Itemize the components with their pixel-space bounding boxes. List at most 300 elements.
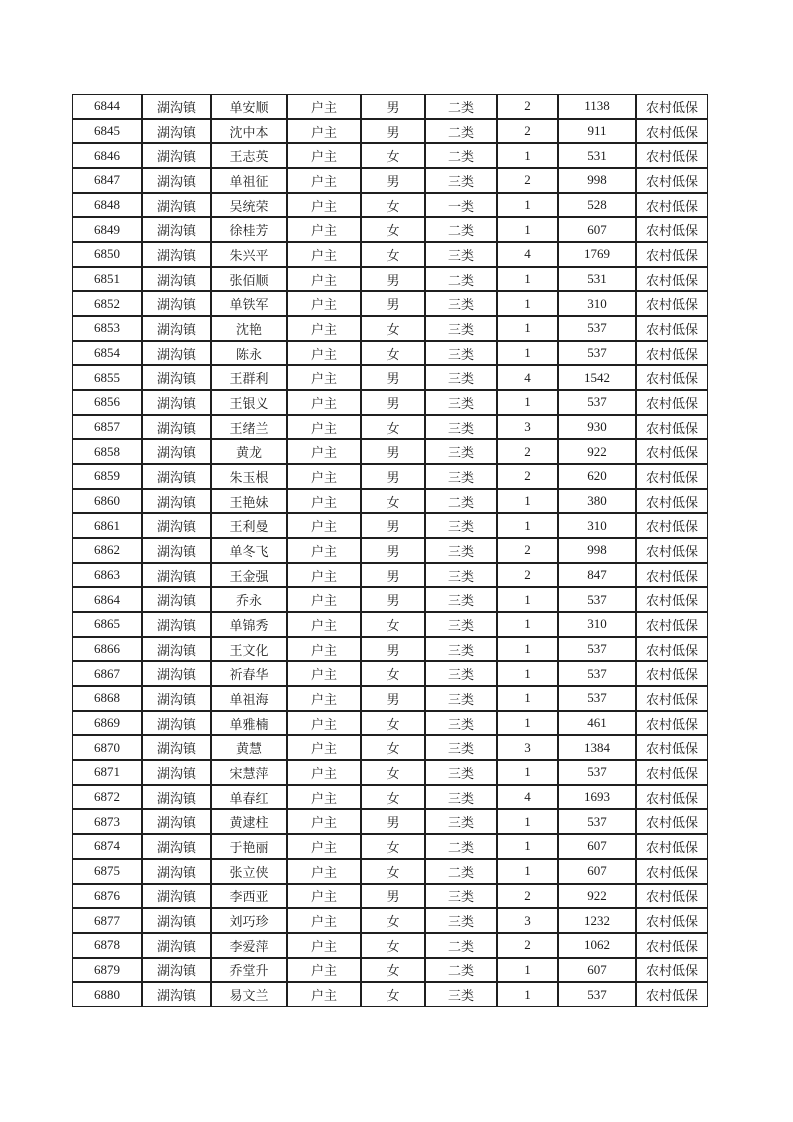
table-cell: 湖沟镇 (142, 489, 211, 514)
table-cell: 531 (558, 143, 636, 168)
table-cell: 湖沟镇 (142, 193, 211, 218)
table-cell: 湖沟镇 (142, 341, 211, 366)
table-row (72, 390, 708, 415)
table-cell: 单锦秀 (211, 612, 287, 637)
table-cell: 女 (361, 217, 425, 242)
table-cell: 湖沟镇 (142, 94, 211, 119)
table-cell: 湖沟镇 (142, 587, 211, 612)
table-cell: 三类 (425, 365, 497, 390)
table-cell: 1 (497, 390, 558, 415)
table-cell: 王文化 (211, 637, 287, 662)
table-cell: 农村低保 (636, 316, 708, 341)
table-cell: 三类 (425, 168, 497, 193)
table-cell: 男 (361, 587, 425, 612)
table-cell: 998 (558, 168, 636, 193)
table-cell: 二类 (425, 267, 497, 292)
table-cell: 沈艳 (211, 316, 287, 341)
table-cell: 女 (361, 958, 425, 983)
table-cell: 农村低保 (636, 958, 708, 983)
table-cell: 1 (497, 143, 558, 168)
table-cell: 537 (558, 587, 636, 612)
table-cell: 6869 (72, 711, 142, 736)
table-cell: 单铁军 (211, 291, 287, 316)
table-cell: 6852 (72, 291, 142, 316)
table-cell: 6877 (72, 908, 142, 933)
table-cell: 6854 (72, 341, 142, 366)
table-cell: 6864 (72, 587, 142, 612)
table-cell: 农村低保 (636, 242, 708, 267)
table-cell: 湖沟镇 (142, 735, 211, 760)
table-cell: 农村低保 (636, 217, 708, 242)
table-cell: 男 (361, 365, 425, 390)
table-cell: 537 (558, 661, 636, 686)
table-cell: 湖沟镇 (142, 143, 211, 168)
table-cell: 1384 (558, 735, 636, 760)
table-cell: 二类 (425, 143, 497, 168)
table-cell: 农村低保 (636, 785, 708, 810)
table-cell: 1062 (558, 933, 636, 958)
table-cell: 1542 (558, 365, 636, 390)
table-cell: 黄龙 (211, 439, 287, 464)
table-cell: 湖沟镇 (142, 365, 211, 390)
table-cell: 农村低保 (636, 933, 708, 958)
table-cell: 女 (361, 661, 425, 686)
table-cell: 户主 (287, 933, 361, 958)
table-cell: 1769 (558, 242, 636, 267)
table-cell: 农村低保 (636, 760, 708, 785)
table-cell: 三类 (425, 513, 497, 538)
table-cell: 户主 (287, 415, 361, 440)
table-cell: 湖沟镇 (142, 884, 211, 909)
table-cell: 1 (497, 217, 558, 242)
table-cell: 男 (361, 513, 425, 538)
table-cell: 张佰顺 (211, 267, 287, 292)
table-cell: 户主 (287, 513, 361, 538)
table-cell: 6863 (72, 563, 142, 588)
table-row (72, 686, 708, 711)
table-cell: 黄逮柱 (211, 809, 287, 834)
table-cell: 农村低保 (636, 168, 708, 193)
table-cell: 6845 (72, 119, 142, 144)
table-cell: 三类 (425, 686, 497, 711)
table-cell: 单雅楠 (211, 711, 287, 736)
table-cell: 女 (361, 735, 425, 760)
table-row (72, 143, 708, 168)
table-cell: 徐桂芳 (211, 217, 287, 242)
table-cell: 湖沟镇 (142, 908, 211, 933)
table-cell: 1 (497, 193, 558, 218)
table-cell: 农村低保 (636, 365, 708, 390)
table-cell: 户主 (287, 464, 361, 489)
table-cell: 6878 (72, 933, 142, 958)
table-cell: 三类 (425, 908, 497, 933)
table-cell: 三类 (425, 538, 497, 563)
table-cell: 537 (558, 982, 636, 1007)
table-row (72, 760, 708, 785)
welfare-records-table (72, 94, 708, 1007)
table-cell: 农村低保 (636, 94, 708, 119)
table-cell: 6873 (72, 809, 142, 834)
table-cell: 宋慧萍 (211, 760, 287, 785)
table-cell: 户主 (287, 735, 361, 760)
table-cell: 王绪兰 (211, 415, 287, 440)
table-cell: 6853 (72, 316, 142, 341)
table-cell: 6867 (72, 661, 142, 686)
table-cell: 537 (558, 760, 636, 785)
table-cell: 农村低保 (636, 908, 708, 933)
table-cell: 1138 (558, 94, 636, 119)
table-cell: 农村低保 (636, 193, 708, 218)
table-cell: 湖沟镇 (142, 415, 211, 440)
table-row (72, 415, 708, 440)
table-cell: 农村低保 (636, 661, 708, 686)
table-cell: 三类 (425, 760, 497, 785)
table-cell: 1 (497, 982, 558, 1007)
table-row (72, 637, 708, 662)
table-cell: 湖沟镇 (142, 168, 211, 193)
table-cell: 3 (497, 735, 558, 760)
table-cell: 二类 (425, 958, 497, 983)
table-cell: 农村低保 (636, 735, 708, 760)
table-cell: 朱兴平 (211, 242, 287, 267)
table-cell: 湖沟镇 (142, 834, 211, 859)
table-cell: 户主 (287, 267, 361, 292)
table-cell: 女 (361, 834, 425, 859)
table-cell: 女 (361, 982, 425, 1007)
table-cell: 农村低保 (636, 415, 708, 440)
table-cell: 女 (361, 785, 425, 810)
table-cell: 1 (497, 316, 558, 341)
table-cell: 911 (558, 119, 636, 144)
table-cell: 户主 (287, 760, 361, 785)
table-cell: 1 (497, 513, 558, 538)
table-cell: 湖沟镇 (142, 316, 211, 341)
table-cell: 2 (497, 563, 558, 588)
table-cell: 女 (361, 489, 425, 514)
table-cell: 6849 (72, 217, 142, 242)
table-cell: 537 (558, 686, 636, 711)
table-row (72, 365, 708, 390)
table-cell: 537 (558, 809, 636, 834)
table-cell: 湖沟镇 (142, 538, 211, 563)
table-row (72, 612, 708, 637)
table-cell: 922 (558, 439, 636, 464)
table-cell: 1 (497, 612, 558, 637)
table-row (72, 859, 708, 884)
table-cell: 2 (497, 94, 558, 119)
table-cell: 537 (558, 637, 636, 662)
table-cell: 847 (558, 563, 636, 588)
table-cell: 男 (361, 563, 425, 588)
table-cell: 户主 (287, 711, 361, 736)
table-cell: 刘巧珍 (211, 908, 287, 933)
table-cell: 户主 (287, 316, 361, 341)
table-cell: 湖沟镇 (142, 119, 211, 144)
table-cell: 三类 (425, 587, 497, 612)
table-cell: 1 (497, 587, 558, 612)
table-row (72, 661, 708, 686)
table-cell: 310 (558, 513, 636, 538)
table-cell: 单祖海 (211, 686, 287, 711)
table-cell: 6848 (72, 193, 142, 218)
table-cell: 户主 (287, 612, 361, 637)
table-cell: 户主 (287, 217, 361, 242)
table-row (72, 908, 708, 933)
table-cell: 乔永 (211, 587, 287, 612)
table-cell: 537 (558, 341, 636, 366)
table-cell: 1232 (558, 908, 636, 933)
table-cell: 6876 (72, 884, 142, 909)
table-row (72, 341, 708, 366)
table-cell: 6855 (72, 365, 142, 390)
table-cell: 三类 (425, 785, 497, 810)
table-cell: 户主 (287, 94, 361, 119)
table-cell: 二类 (425, 834, 497, 859)
table-row (72, 489, 708, 514)
table-cell: 三类 (425, 291, 497, 316)
table-cell: 户主 (287, 859, 361, 884)
table-cell: 湖沟镇 (142, 982, 211, 1007)
table-cell: 农村低保 (636, 341, 708, 366)
table-cell: 王利曼 (211, 513, 287, 538)
table-cell: 三类 (425, 316, 497, 341)
table-cell: 户主 (287, 390, 361, 415)
table-cell: 单安顺 (211, 94, 287, 119)
table-cell: 三类 (425, 809, 497, 834)
table-cell: 4 (497, 365, 558, 390)
table-cell: 户主 (287, 982, 361, 1007)
table-cell: 农村低保 (636, 143, 708, 168)
table-cell: 6866 (72, 637, 142, 662)
table-cell: 6844 (72, 94, 142, 119)
table-row (72, 958, 708, 983)
table-cell: 户主 (287, 563, 361, 588)
table-cell: 户主 (287, 809, 361, 834)
table-cell: 农村低保 (636, 834, 708, 859)
table-cell: 王艳妹 (211, 489, 287, 514)
table-cell: 三类 (425, 735, 497, 760)
table-row (72, 933, 708, 958)
table-cell: 湖沟镇 (142, 464, 211, 489)
table-cell: 单春红 (211, 785, 287, 810)
table-row (72, 563, 708, 588)
table-cell: 户主 (287, 908, 361, 933)
table-row (72, 193, 708, 218)
table-cell: 1 (497, 291, 558, 316)
table-cell: 户主 (287, 834, 361, 859)
table-cell: 湖沟镇 (142, 859, 211, 884)
table-cell: 三类 (425, 563, 497, 588)
table-cell: 三类 (425, 341, 497, 366)
table-row (72, 538, 708, 563)
table-cell: 农村低保 (636, 464, 708, 489)
table-cell: 二类 (425, 489, 497, 514)
table-cell: 农村低保 (636, 563, 708, 588)
table-cell: 男 (361, 291, 425, 316)
table-cell: 930 (558, 415, 636, 440)
table-cell: 农村低保 (636, 859, 708, 884)
table-cell: 男 (361, 637, 425, 662)
table-cell: 620 (558, 464, 636, 489)
table-cell: 2 (497, 119, 558, 144)
table-cell: 女 (361, 760, 425, 785)
table-cell: 一类 (425, 193, 497, 218)
table-cell: 户主 (287, 439, 361, 464)
table-row (72, 513, 708, 538)
table-cell: 998 (558, 538, 636, 563)
table-cell: 湖沟镇 (142, 242, 211, 267)
table-cell: 户主 (287, 365, 361, 390)
table-row (72, 587, 708, 612)
table-cell: 1 (497, 267, 558, 292)
table-cell: 537 (558, 316, 636, 341)
table-cell: 湖沟镇 (142, 933, 211, 958)
table-row (72, 94, 708, 119)
table-cell: 2 (497, 464, 558, 489)
table-cell: 二类 (425, 217, 497, 242)
table-cell: 女 (361, 415, 425, 440)
table-cell: 三类 (425, 661, 497, 686)
table-cell: 1 (497, 341, 558, 366)
table-cell: 于艳丽 (211, 834, 287, 859)
table-cell: 2 (497, 538, 558, 563)
table-cell: 537 (558, 390, 636, 415)
table-cell: 女 (361, 316, 425, 341)
table-cell: 男 (361, 884, 425, 909)
table-cell: 6859 (72, 464, 142, 489)
table-cell: 4 (497, 785, 558, 810)
table-cell: 1 (497, 661, 558, 686)
table-cell: 1 (497, 637, 558, 662)
table-cell: 6868 (72, 686, 142, 711)
table-cell: 1 (497, 809, 558, 834)
table-cell: 乔堂升 (211, 958, 287, 983)
table-cell: 女 (361, 908, 425, 933)
table-cell: 户主 (287, 242, 361, 267)
table-cell: 6846 (72, 143, 142, 168)
table-cell: 户主 (287, 686, 361, 711)
table-cell: 王志英 (211, 143, 287, 168)
table-cell: 农村低保 (636, 390, 708, 415)
table-cell: 男 (361, 809, 425, 834)
table-row (72, 119, 708, 144)
table-cell: 6874 (72, 834, 142, 859)
table-cell: 2 (497, 439, 558, 464)
table-cell: 6879 (72, 958, 142, 983)
table-cell: 310 (558, 612, 636, 637)
table-cell: 农村低保 (636, 513, 708, 538)
table-cell: 男 (361, 119, 425, 144)
table-cell: 王金强 (211, 563, 287, 588)
table-cell: 1 (497, 760, 558, 785)
table-cell: 男 (361, 94, 425, 119)
table-cell: 6856 (72, 390, 142, 415)
table-cell: 6857 (72, 415, 142, 440)
table-cell: 湖沟镇 (142, 760, 211, 785)
table-cell: 户主 (287, 538, 361, 563)
table-cell: 男 (361, 464, 425, 489)
table-cell: 三类 (425, 390, 497, 415)
table-cell: 湖沟镇 (142, 390, 211, 415)
table-cell: 湖沟镇 (142, 637, 211, 662)
table-cell: 陈永 (211, 341, 287, 366)
table-cell: 男 (361, 538, 425, 563)
table-cell: 湖沟镇 (142, 785, 211, 810)
table-row (72, 711, 708, 736)
table-cell: 王银义 (211, 390, 287, 415)
table-row (72, 834, 708, 859)
table-cell: 922 (558, 884, 636, 909)
table-cell: 湖沟镇 (142, 217, 211, 242)
table-cell: 461 (558, 711, 636, 736)
table-cell: 张立侠 (211, 859, 287, 884)
table-cell: 户主 (287, 785, 361, 810)
table-cell: 三类 (425, 884, 497, 909)
table-cell: 户主 (287, 168, 361, 193)
table-row (72, 316, 708, 341)
table-cell: 6871 (72, 760, 142, 785)
table-cell: 户主 (287, 637, 361, 662)
table-row (72, 168, 708, 193)
table-cell: 4 (497, 242, 558, 267)
table-cell: 户主 (287, 291, 361, 316)
table-cell: 2 (497, 884, 558, 909)
table-cell: 2 (497, 168, 558, 193)
table-cell: 3 (497, 415, 558, 440)
table-cell: 女 (361, 933, 425, 958)
table-cell: 6872 (72, 785, 142, 810)
table-cell: 农村低保 (636, 711, 708, 736)
table-cell: 农村低保 (636, 982, 708, 1007)
table-cell: 三类 (425, 242, 497, 267)
table-cell: 三类 (425, 711, 497, 736)
table-cell: 三类 (425, 415, 497, 440)
table-cell: 王群利 (211, 365, 287, 390)
table-cell: 李爱萍 (211, 933, 287, 958)
table-cell: 祈春华 (211, 661, 287, 686)
table-row (72, 464, 708, 489)
table-row (72, 785, 708, 810)
table-cell: 湖沟镇 (142, 563, 211, 588)
table-cell: 三类 (425, 982, 497, 1007)
table-cell: 沈中本 (211, 119, 287, 144)
table-cell: 6858 (72, 439, 142, 464)
table-cell: 户主 (287, 119, 361, 144)
table-cell: 湖沟镇 (142, 958, 211, 983)
table-cell: 女 (361, 193, 425, 218)
table-cell: 三类 (425, 637, 497, 662)
table-cell: 607 (558, 834, 636, 859)
table-cell: 6851 (72, 267, 142, 292)
records-tbody (72, 94, 708, 1007)
table-cell: 1 (497, 958, 558, 983)
table-cell: 农村低保 (636, 439, 708, 464)
table-cell: 农村低保 (636, 637, 708, 662)
table-cell: 男 (361, 390, 425, 415)
table-row (72, 439, 708, 464)
table-cell: 二类 (425, 859, 497, 884)
table-cell: 朱玉根 (211, 464, 287, 489)
table-cell: 农村低保 (636, 612, 708, 637)
table-cell: 农村低保 (636, 489, 708, 514)
table-cell: 户主 (287, 884, 361, 909)
table-cell: 男 (361, 267, 425, 292)
table-cell: 男 (361, 439, 425, 464)
table-cell: 女 (361, 859, 425, 884)
table-cell: 单冬飞 (211, 538, 287, 563)
table-cell: 380 (558, 489, 636, 514)
table-cell: 湖沟镇 (142, 809, 211, 834)
